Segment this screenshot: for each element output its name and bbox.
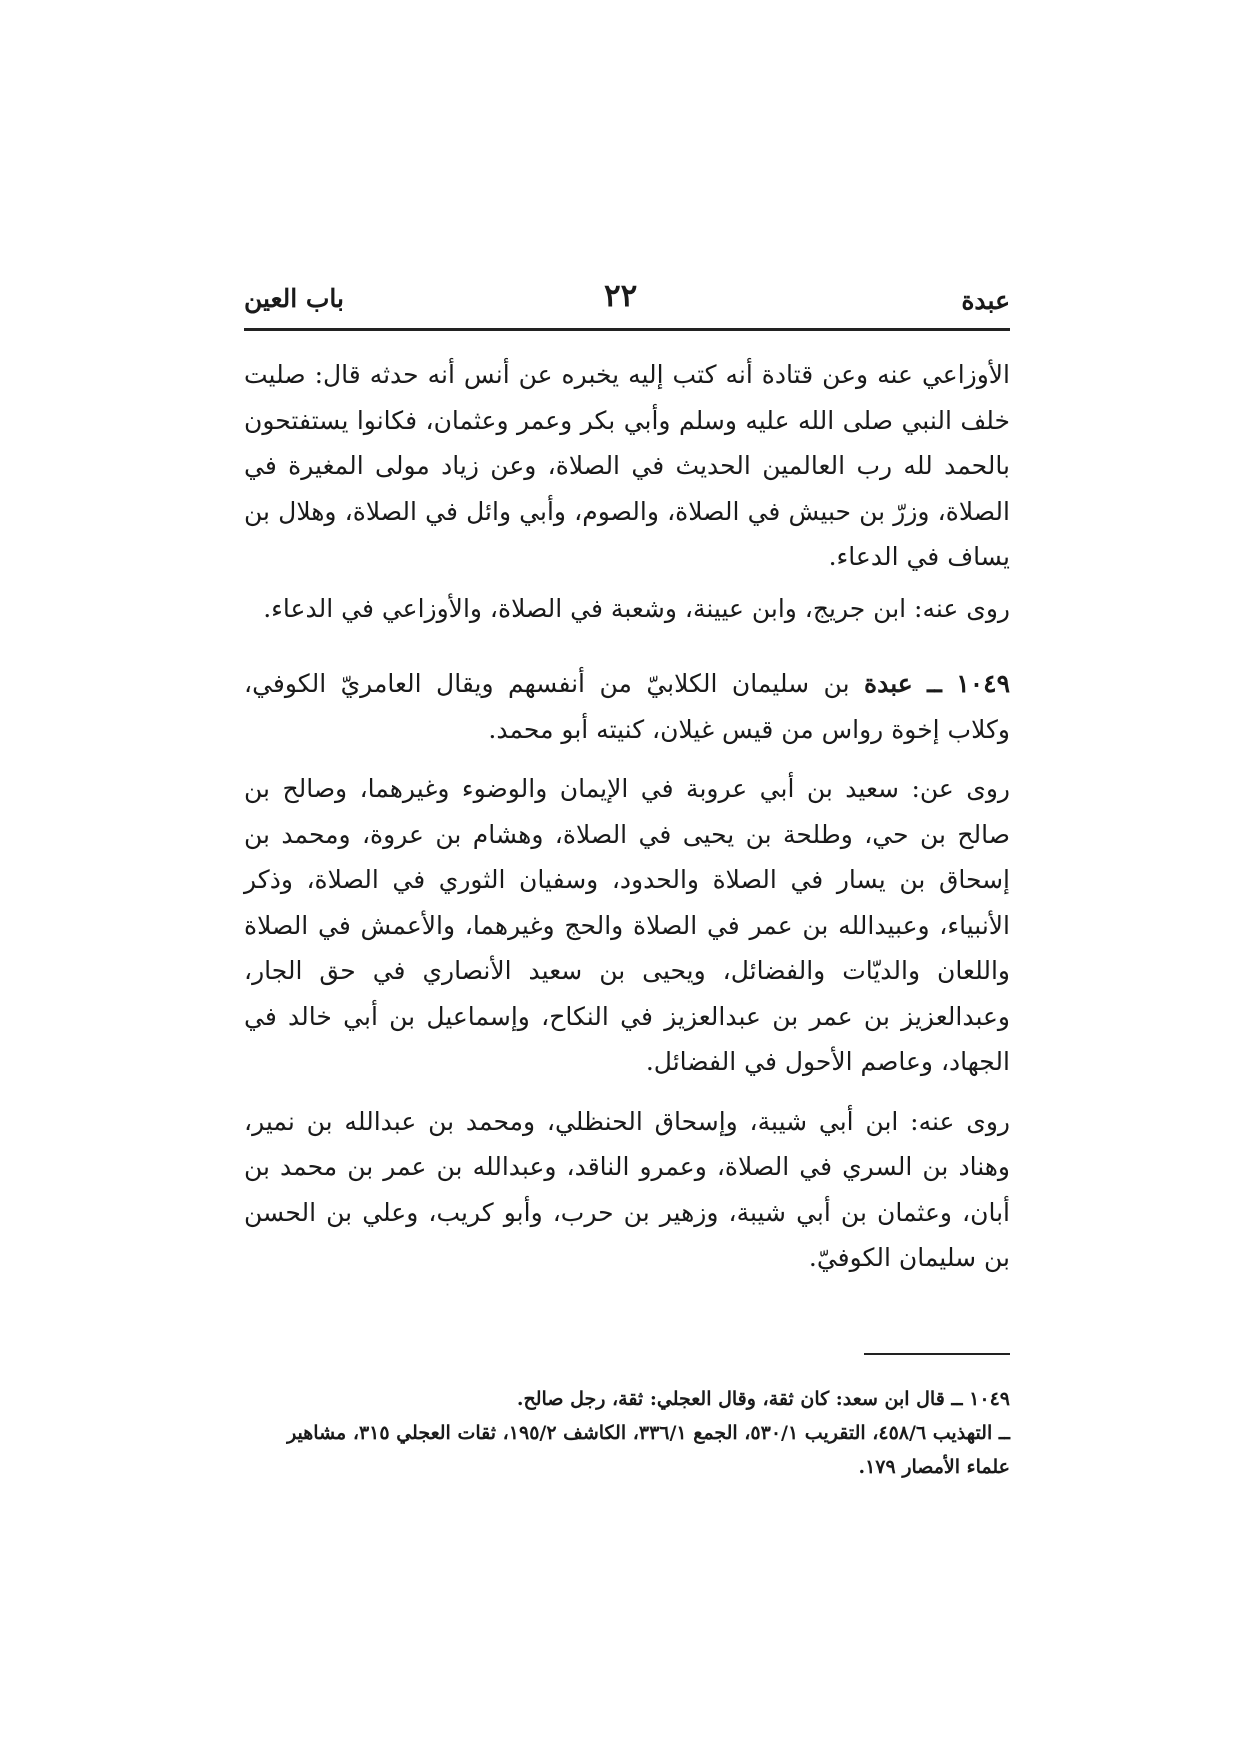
footnote-rule xyxy=(864,1353,1010,1355)
entry-number: ١٠٤٩ xyxy=(956,669,1010,698)
narrated-by-paragraph: روى عنه: ابن أبي شيبة، وإسحاق الحنظلي، ومحمد بن عبدالله بن نمير، وهناد بن السري في الصلاة، وعمرو الناقد، وعبدالله بن عمر بن محمد بن أبان، وعثمان بن أبي شيبة، وزهير بن حرب، وأبو كريب، وعلي بن الحسن بن سليمان الكوفيّ. xyxy=(244,1106,1010,1272)
footnote-line: ١٠٤٩ ــ قال ابن سعد: كان ثقة، وقال العجلي: ثقة، رجل صالح. xyxy=(516,1388,1010,1410)
running-header xyxy=(244,278,1010,328)
entry-title: عبدة xyxy=(864,669,913,698)
continued-paragraph: الأوزاعي عنه وعن قتادة أنه كتب إليه يخبره عن أنس أنه حدثه قال: صليت خلف النبي صلى الله عليه وسلم وأبي بكر وعمر وعثمان، فكانوا يستفتحون بالحمد لله رب العالمين الحديث في الصلاة، وعن زياد مولى المغيرة في الصلاة، وزرّ بن حبيش في الصلاة، والصوم، وأبي وائل في الصلاة، وهلال بن يساف في الدعاء. xyxy=(244,360,1010,571)
header-chapter-title: باب العين xyxy=(244,284,345,313)
header-rule xyxy=(244,328,1010,331)
entry-description: بن سليمان الكلابيّ من أنفسهم ويقال العامريّ الكوفي، وكلاب إخوة رواس من قيس غيلان، كنيته أبو محمد. xyxy=(244,669,1010,744)
narrated-from-paragraph: روى عن: سعيد بن أبي عروبة في الإيمان والوضوء وغيرهما، وصالح بن صالح بن حي، وطلحة بن يحيى في الصلاة، وهشام بن عروة، ومحمد بن إسحاق بن يسار في الصلاة والحدود، وسفيان الثوري في الصلاة، وذكر الأنبياء، وعبيدالله بن عمر في الصلاة والحج وغيرهما، والأعمش في الصلاة واللعان والديّات والفضائل، ويحيى بن سعيد الأنصاري في حق الجار، وعبدالعزيز بن عمر بن عبدالعزيز في النكاح، وإسماعيل بن أبي خالد في الجهاد، وعاصم الأحول في الفضائل. xyxy=(244,774,1010,1076)
main-text xyxy=(244,352,1010,1281)
footnotes xyxy=(244,1382,1010,1484)
entry-heading-paragraph xyxy=(244,661,1010,752)
footnote-sources: ــ التهذيب ٤٥٨/٦، التقريب ٥٣٠/١، الجمع ٣٣٦/١، الكاشف ١٩٥/٢، ثقات العجلي ٣١٥، مشاهير علماء الأمصار ١٧٩. xyxy=(287,1422,1010,1478)
entry-dash: ــ xyxy=(927,669,942,698)
page-number: ٢٢ xyxy=(604,278,638,314)
narrators-from-paragraph: روى عنه: ابن جريج، وابن عيينة، وشعبة في الصلاة، والأوزاعي في الدعاء. xyxy=(263,593,1010,623)
header-entry-name: عبدة xyxy=(961,286,1010,315)
